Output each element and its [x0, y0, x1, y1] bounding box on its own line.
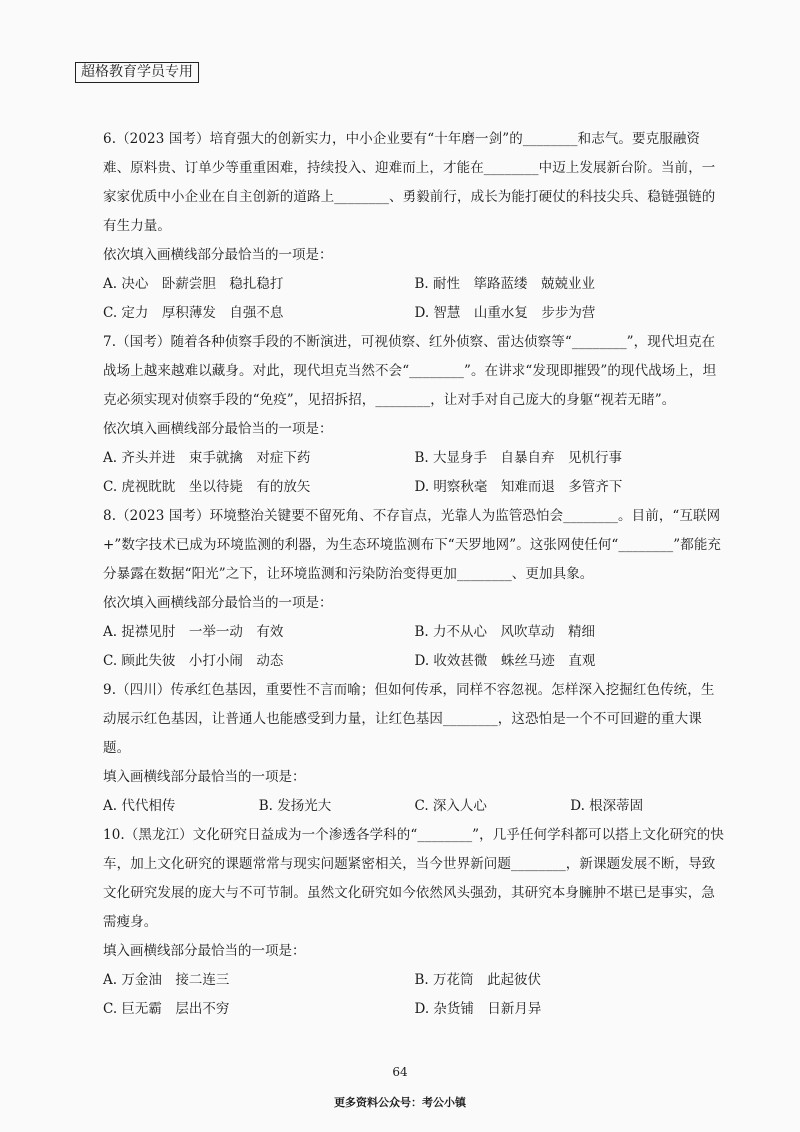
option-d: D. 根深蒂固	[570, 798, 644, 814]
question-text: 7.（国考）随着各种侦察手段的不断演进，可视侦察、红外侦察、雷达侦察等“________”，现代坦克在战场上越来越难以藏身。对此，现代坦克当然不会“________”。在讲求“发现即摧毁”的现代战场上，坦克必须实现对侦察手段的“免疫”，见招拆招，________，让对手对自己庞大的身躯“视若无睹”。	[103, 334, 717, 408]
option-b: B. 大显身手 自暴自弃 见机行事	[414, 450, 623, 466]
option-d: D. 杂货铺 日新月异	[414, 1001, 542, 1017]
question-text: 10.（黑龙江）文化研究日益成为一个渗透各学科的“________”，几乎任何学科都可以搭上文化研究的快车，加上文化研究的课题常常与现实问题紧密相关，当今世界新问题________，新课题发展不断，导致文化研究发展的庞大与不可节制。虽然文化研究如今依然风头强劲，其研究本身臃肿不堪已是事实，急需瘦身。	[103, 827, 724, 930]
question-text: 9.（四川）传承红色基因，重要性不言而喻；但如何传承，同样不容忽视。怎样深入挖掘红色传统，生动展示红色基因，让普通人也能感受到力量，让红色基因________，这恐怕是一个不可回避的重大课题。	[103, 682, 715, 756]
student-only-stamp: 超格教育学员专用	[75, 62, 199, 83]
question-text: 8.（2023 国考）环境整治关键要不留死角、不存盲点，光靠人为监管恐怕会________。目前，“互联网+”数字技术已成为环境监测的利器，为生态环境监测布下“天罗地网”。这张网使任何“________”都能充分暴露在数据“阳光”之下，让环境监测和污染防治变得更加________、更加具象。	[103, 508, 722, 582]
option-a: A. 捉襟见肘 一举一动 有效	[103, 624, 284, 640]
option-a: A. 代代相传	[103, 798, 176, 814]
question-text: 6.（2023 国考）培育强大的创新实力，中小企业要有“十年磨一剑”的________和志气。要克服融资难、原料贵、订单少等重重困难，持续投入、迎难而上，才能在________中迈上发展新台阶。当前，一家家优质中小企业在自主创新的道路上________、勇毅前行，成长为能打硬仗的科技尖兵、稳链强链的有生力量。	[103, 131, 716, 234]
options	[103, 618, 726, 676]
option-c: C. 顾此失彼 小打小闹 动态	[103, 653, 284, 669]
option-d: D. 明察秋毫 知难而退 多管齐下	[414, 479, 623, 495]
question-9	[103, 676, 726, 821]
question-10	[103, 821, 726, 1024]
page-number: 64	[392, 1065, 408, 1079]
question-prompt: 填入画横线部分最恰当的一项是：	[103, 943, 306, 959]
option-a: A. 万金油 接二连三	[103, 972, 230, 988]
option-c: C. 巨无霸 层出不穷	[103, 1001, 230, 1017]
option-c: C. 虎视眈眈 坐以待毙 有的放矢	[103, 479, 311, 495]
options	[103, 792, 726, 821]
question-prompt: 填入画横线部分最恰当的一项是：	[103, 769, 306, 785]
question-list	[103, 125, 726, 1024]
question-7	[103, 328, 726, 502]
question-prompt: 依次填入画横线部分最恰当的一项是：	[103, 421, 333, 437]
option-a: A. 决心 卧薪尝胆 稳扎稳打	[103, 276, 284, 292]
option-b: B. 发扬光大	[258, 798, 332, 814]
footer-note: 更多资料公众号：考公小镇	[334, 1096, 466, 1109]
options	[103, 444, 726, 502]
option-d: D. 智慧 山重水复 步步为营	[414, 305, 596, 321]
option-b: B. 力不从心 风吹草动 精细	[414, 624, 596, 640]
option-b: B. 耐性 筚路蓝缕 兢兢业业	[414, 276, 596, 292]
option-c: C. 定力 厚积薄发 自强不息	[103, 305, 284, 321]
options	[103, 270, 726, 328]
question-prompt: 依次填入画横线部分最恰当的一项是：	[103, 247, 333, 263]
option-a: A. 齐头并进 束手就擒 对症下药	[103, 450, 311, 466]
option-d: D. 收效甚微 蛛丝马迹 直观	[414, 653, 596, 669]
question-prompt: 依次填入画横线部分最恰当的一项是：	[103, 595, 333, 611]
question-8	[103, 502, 726, 676]
option-b: B. 万花筒 此起彼伏	[414, 972, 542, 988]
option-c: C. 深入人心	[414, 798, 487, 814]
options	[103, 966, 726, 1024]
question-6	[103, 125, 726, 328]
